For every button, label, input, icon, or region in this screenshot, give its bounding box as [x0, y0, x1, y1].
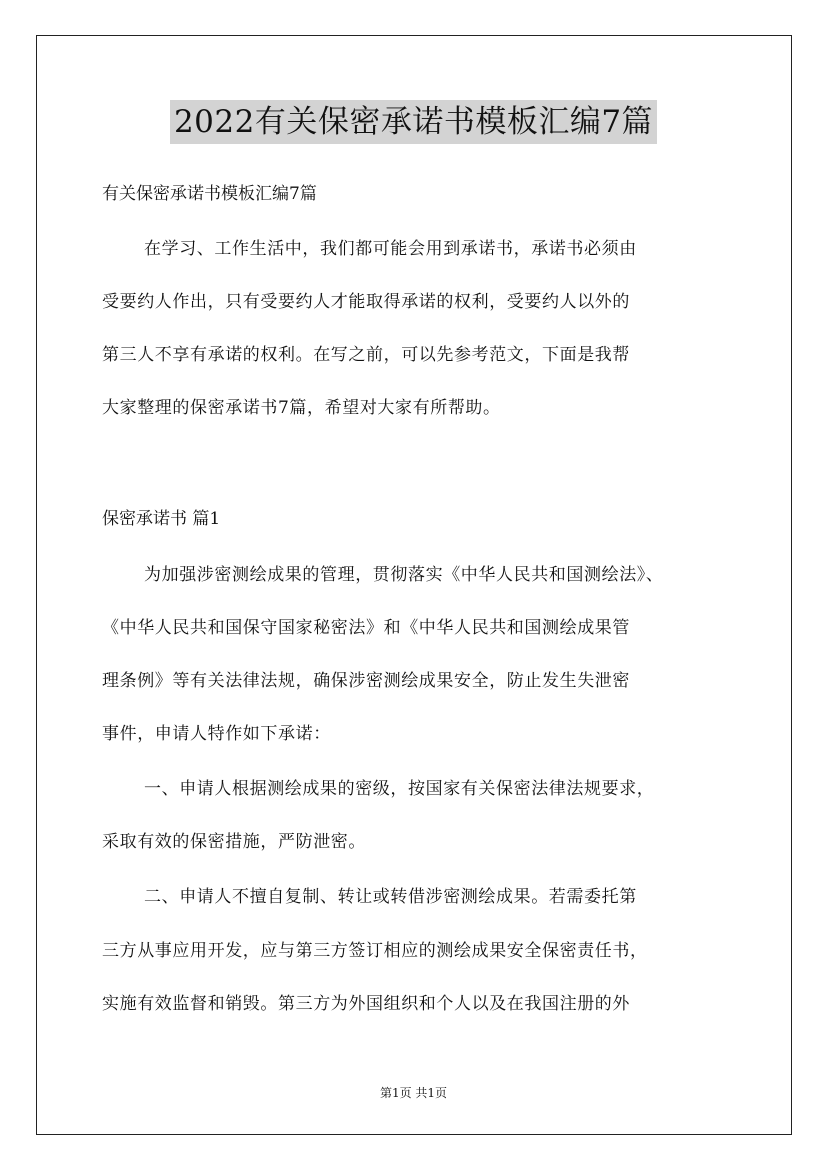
section-line-1: 为加强涉密测绘成果的管理，贯彻落实《中华人民共和国测绘法》、: [144, 565, 664, 585]
section-line-6: 采取有效的保密措施，严防泄密。: [102, 832, 366, 852]
intro-line-4: 大家整理的保密承诺书7篇，希望对大家有所帮助。: [102, 398, 501, 418]
section-line-3: 理条例》等有关法律法规，确保涉密测绘成果安全，防止发生失泄密: [102, 671, 630, 691]
intro-line-1: 在学习、工作生活中，我们都可能会用到承诺书，承诺书必须由: [144, 239, 637, 259]
document-subtitle: 有关保密承诺书模板汇编7篇: [102, 184, 317, 204]
section-line-5: 一、申请人根据测绘成果的密级，按国家有关保密法律法规要求，: [144, 779, 655, 799]
document-title: [0, 100, 827, 149]
section-line-8: 三方从事应用开发，应与第三方签订相应的测绘成果安全保密责任书，: [102, 941, 648, 961]
document-title-text: 2022有关保密承诺书模板汇编7篇: [170, 100, 657, 144]
section-line-2: 《中华人民共和国保守国家秘密法》和《中华人民共和国测绘成果管: [102, 618, 630, 638]
section-line-4: 事件，申请人特作如下承诺：: [102, 724, 331, 744]
section-line-9: 实施有效监督和销毁。第三方为外国组织和个人以及在我国注册的外: [102, 994, 630, 1014]
page-footer: 第1页 共1页: [379, 1086, 448, 1100]
section-heading: 保密承诺书 篇1: [102, 509, 221, 529]
intro-line-2: 受要约人作出，只有受要约人才能取得承诺的权利，受要约人以外的: [102, 292, 630, 312]
section-line-7: 二、申请人不擅自复制、转让或转借涉密测绘成果。若需委托第: [144, 887, 637, 907]
intro-line-3: 第三人不享有承诺的权利。在写之前，可以先参考范文，下面是我帮: [102, 345, 630, 365]
